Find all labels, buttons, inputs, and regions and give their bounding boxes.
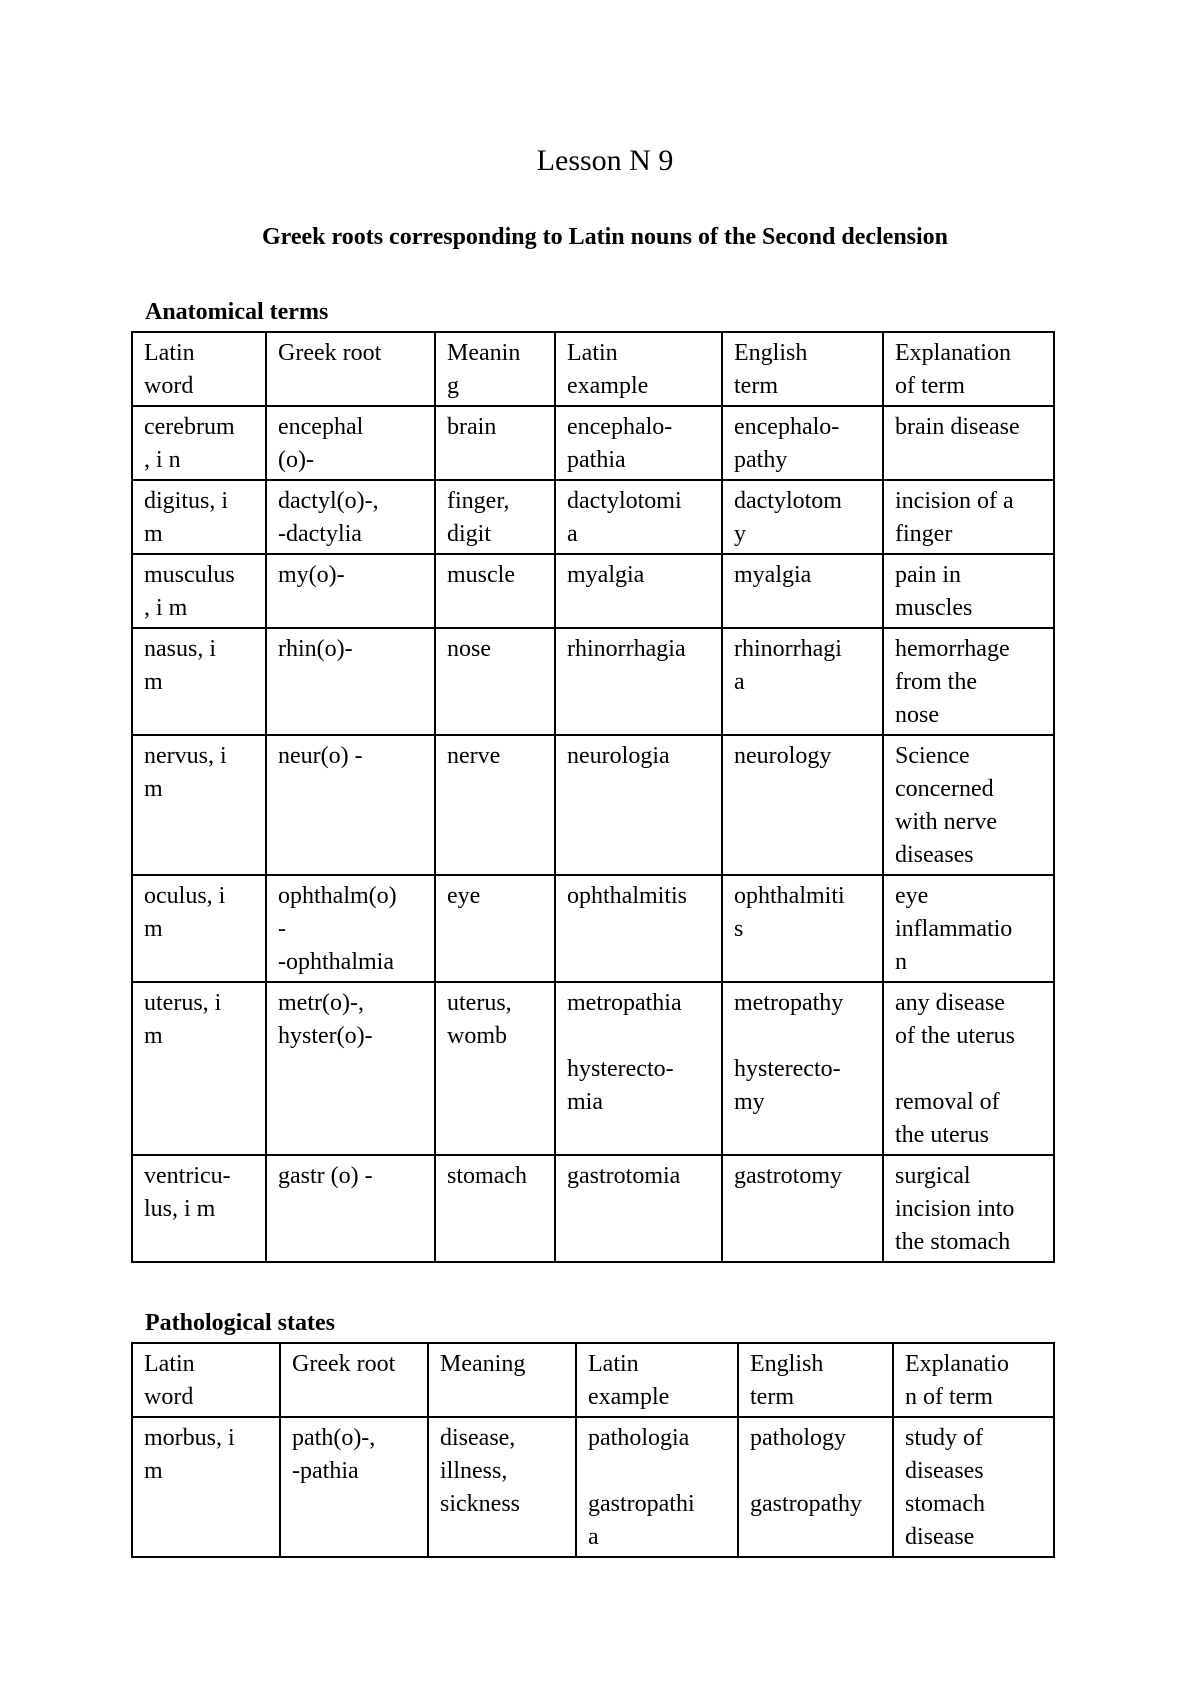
- table-row: [132, 875, 1054, 982]
- table-cell: disease, illness, sickness: [428, 1417, 576, 1557]
- table-cell: path(o)-, -pathia: [280, 1417, 428, 1557]
- header-cell: Latin example: [576, 1343, 738, 1417]
- table-cell: eye: [435, 875, 555, 982]
- table-row: [132, 735, 1054, 875]
- table-cell: study of diseases stomach disease: [893, 1417, 1054, 1557]
- table-cell: ophthalmitis: [555, 875, 722, 982]
- header-cell: Meanin g: [435, 332, 555, 406]
- table-cell: dactyl(o)-, -dactylia: [266, 480, 435, 554]
- table-cell: nerve: [435, 735, 555, 875]
- section-heading-anatomical: Anatomical terms: [145, 299, 329, 325]
- table-cell: gastrotomia: [555, 1155, 722, 1262]
- table-cell: digitus, i m: [132, 480, 266, 554]
- table-cell: ophthalm(o) - -ophthalmia: [266, 875, 435, 982]
- table-cell: incision of a finger: [883, 480, 1054, 554]
- table-cell: neur(o) -: [266, 735, 435, 875]
- header-cell: Explanatio n of term: [893, 1343, 1054, 1417]
- header-cell: English term: [722, 332, 883, 406]
- table-row: [132, 480, 1054, 554]
- header-cell: Latin word: [132, 332, 266, 406]
- table-cell: oculus, i m: [132, 875, 266, 982]
- header-cell: Meaning: [428, 1343, 576, 1417]
- anatomical-terms-body: [132, 332, 1054, 1262]
- header-cell: English term: [738, 1343, 893, 1417]
- table-row: [132, 1417, 1054, 1557]
- table-cell: muscle: [435, 554, 555, 628]
- table-cell: neurologia: [555, 735, 722, 875]
- table-cell: brain: [435, 406, 555, 480]
- header-cell: Latin example: [555, 332, 722, 406]
- table-header-row: [132, 332, 1054, 406]
- table-cell: hemorrhage from the nose: [883, 628, 1054, 735]
- table-cell: brain disease: [883, 406, 1054, 480]
- table-cell: pathologia gastropathi a: [576, 1417, 738, 1557]
- table-cell: gastrotomy: [722, 1155, 883, 1262]
- table-cell: metr(o)-, hyster(o)-: [266, 982, 435, 1155]
- table-cell: eye inflammatio n: [883, 875, 1054, 982]
- table-cell: metropathy hysterecto- my: [722, 982, 883, 1155]
- table-cell: encephalo- pathy: [722, 406, 883, 480]
- table-cell: ventricu- lus, i m: [132, 1155, 266, 1262]
- table-cell: metropathia hysterecto- mia: [555, 982, 722, 1155]
- table-cell: Science concerned with nerve diseases: [883, 735, 1054, 875]
- table-cell: musculus , i m: [132, 554, 266, 628]
- table-header-row: [132, 1343, 1054, 1417]
- table-cell: uterus, womb: [435, 982, 555, 1155]
- table-cell: uterus, i m: [132, 982, 266, 1155]
- table-cell: nasus, i m: [132, 628, 266, 735]
- table-row: [132, 554, 1054, 628]
- table-cell: neurology: [722, 735, 883, 875]
- table-cell: pathology gastropathy: [738, 1417, 893, 1557]
- table-row: [132, 982, 1054, 1155]
- table-cell: encephalo- pathia: [555, 406, 722, 480]
- page-title: Lesson N 9: [536, 144, 674, 177]
- table-row: [132, 1155, 1054, 1262]
- pathological-states-body: [132, 1343, 1054, 1557]
- table-cell: my(o)-: [266, 554, 435, 628]
- table-cell: rhin(o)-: [266, 628, 435, 735]
- table-cell: ophthalmiti s: [722, 875, 883, 982]
- table-cell: stomach: [435, 1155, 555, 1262]
- anatomical-terms-table: [131, 331, 1055, 1263]
- table-cell: dactylotom y: [722, 480, 883, 554]
- header-cell: Greek root: [266, 332, 435, 406]
- table-cell: encephal (o)-: [266, 406, 435, 480]
- table-cell: gastr (o) -: [266, 1155, 435, 1262]
- table-cell: myalgia: [722, 554, 883, 628]
- table-row: [132, 628, 1054, 735]
- table-cell: rhinorrhagi a: [722, 628, 883, 735]
- table-row: [132, 406, 1054, 480]
- table-cell: dactylotomi a: [555, 480, 722, 554]
- table-cell: surgical incision into the stomach: [883, 1155, 1054, 1262]
- section-heading-pathological: Pathological states: [145, 1310, 335, 1336]
- pathological-states-table: [131, 1342, 1055, 1558]
- header-cell: Explanation of term: [883, 332, 1054, 406]
- table-cell: myalgia: [555, 554, 722, 628]
- table-cell: pain in muscles: [883, 554, 1054, 628]
- header-cell: Greek root: [280, 1343, 428, 1417]
- table-cell: any disease of the uterus removal of the uterus: [883, 982, 1054, 1155]
- table-cell: cerebrum , i n: [132, 406, 266, 480]
- header-cell: Latin word: [132, 1343, 280, 1417]
- table-cell: finger, digit: [435, 480, 555, 554]
- table-cell: rhinorrhagia: [555, 628, 722, 735]
- table-cell: morbus, i m: [132, 1417, 280, 1557]
- table-cell: nose: [435, 628, 555, 735]
- table-cell: nervus, i m: [132, 735, 266, 875]
- page-subtitle: Greek roots corresponding to Latin nouns of the Second declension: [261, 224, 949, 250]
